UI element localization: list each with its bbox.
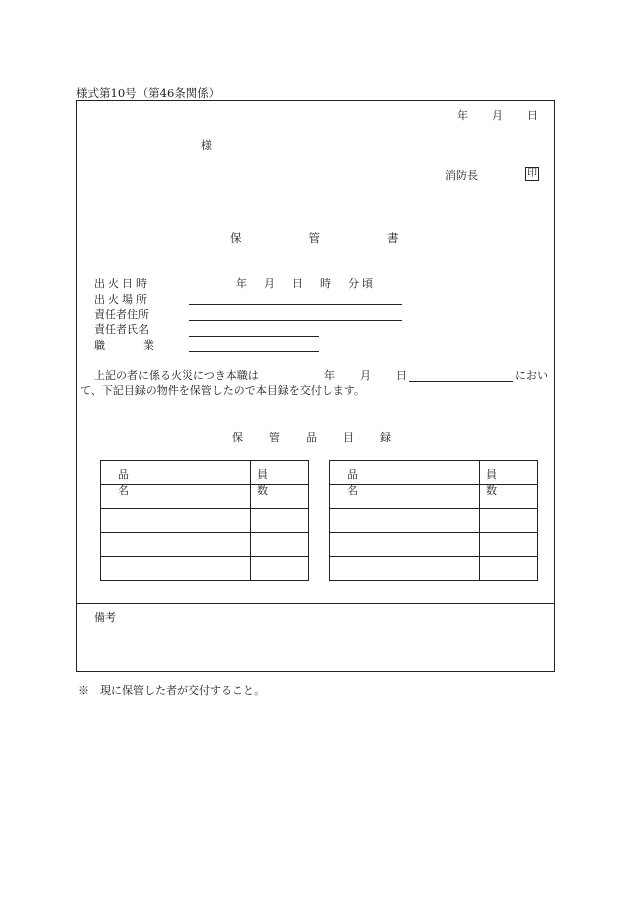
fire-datetime-value: 年 月 日 時 分頃 [236, 277, 376, 290]
table-row [330, 533, 538, 557]
table-header-row [101, 461, 309, 485]
body-blank-line [409, 381, 513, 382]
responsible-address-line [189, 320, 402, 321]
table-body-left [101, 485, 309, 581]
table-row [101, 557, 309, 581]
remarks-label: 備考 [94, 611, 116, 624]
issue-date [457, 109, 538, 123]
field-label-fire-location: 出火場所 [94, 293, 150, 306]
item-table-right [329, 460, 538, 581]
table-row [330, 557, 538, 581]
seal-mark: 印 [527, 168, 537, 179]
fire-location-line [189, 304, 402, 305]
document-title: 保管書 [230, 231, 466, 245]
table-body-right [330, 485, 538, 581]
item-table-left [100, 460, 309, 581]
responsible-name-line [189, 336, 319, 337]
body-date-month: 月 [360, 369, 371, 382]
body-date-day: 日 [396, 369, 407, 382]
item-name-header: 品名 [101, 461, 251, 485]
field-label-responsible-address: 責任者住所 [94, 308, 149, 321]
body-text-line1 [94, 369, 259, 383]
table-row [101, 509, 309, 533]
item-count-header: 員数 [251, 461, 309, 485]
issuer-title: 消防長 [445, 169, 478, 182]
occupation-line [189, 351, 319, 352]
addressee-suffix: 様 [201, 139, 212, 152]
month-label: 月 [492, 109, 503, 122]
field-label-occupation: 職業 [94, 339, 192, 352]
body-date-year: 年 [324, 369, 335, 382]
list-title: 保管品目録 [232, 431, 417, 444]
body-text-start: 上記の者に係る火災につき本職は [94, 369, 259, 382]
field-label-fire-datetime: 出火日時 [94, 277, 150, 290]
remarks-divider [76, 603, 555, 604]
table-header-row [330, 461, 538, 485]
field-label-responsible-name: 責任者氏名 [94, 323, 149, 336]
footnote: ※ 現に保管した者が交付すること。 [78, 684, 265, 697]
body-text-end: におい [515, 369, 548, 382]
item-count-header: 員数 [480, 461, 538, 485]
table-row [101, 533, 309, 557]
item-name-header: 品名 [330, 461, 480, 485]
body-text-line2: て、下記目録の物件を保管したので本目録を交付します。 [80, 384, 365, 397]
form-number: 様式第10号（第46条関係） [76, 86, 221, 100]
table-row [330, 509, 538, 533]
year-label: 年 [457, 109, 468, 122]
day-label: 日 [527, 109, 538, 122]
